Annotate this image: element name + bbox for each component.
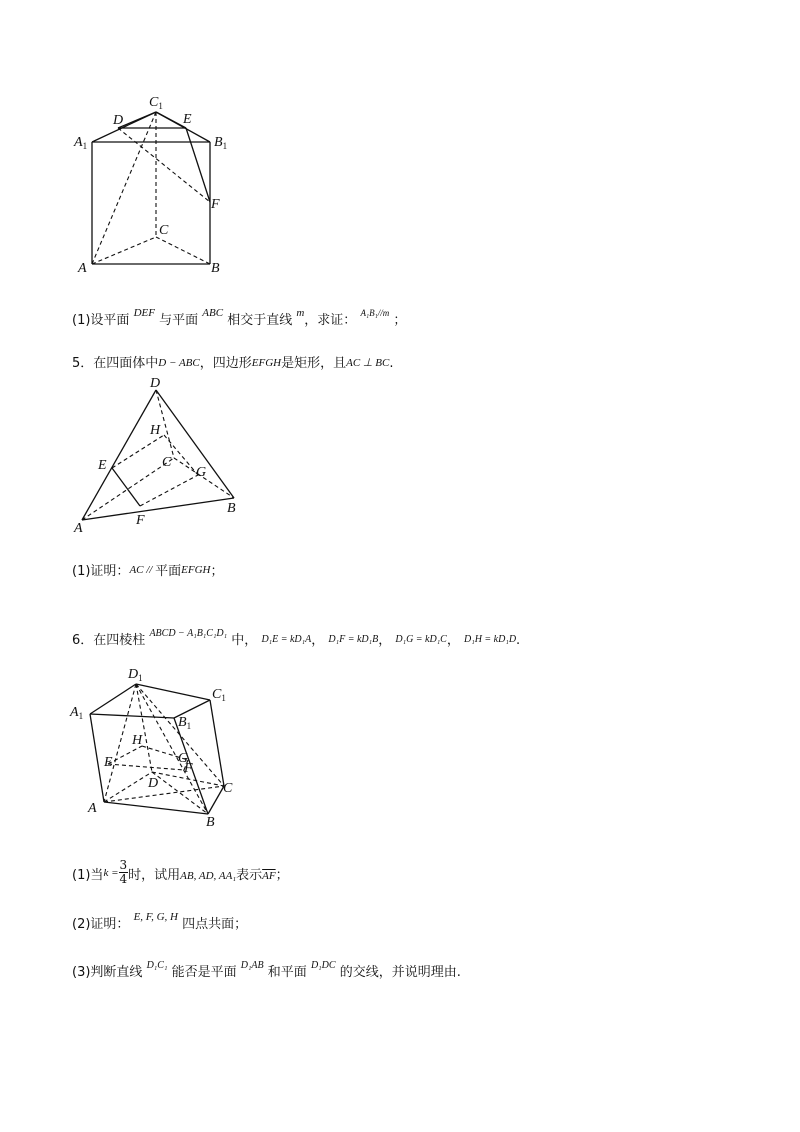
label-F: F xyxy=(211,197,220,212)
label-C1: $C_1$ xyxy=(149,95,163,111)
label-B: B xyxy=(211,261,220,276)
q4-part1: (1)设平面 $^{DEF}$ 与平面 $^{ABC}$ 相交于直线 $^m$，求证： $^{A_1B_1//m}$ ； xyxy=(72,307,407,328)
label-B1: $B_1$ xyxy=(178,715,192,731)
label-E: E xyxy=(98,458,107,473)
label-A: A xyxy=(78,261,87,276)
tetrahedron-figure xyxy=(72,372,252,536)
label-E: E xyxy=(104,755,113,770)
q6-part3: (3)判断直线 $^{D_1C_1}$ 能否是平面 $^{D_1AB}$ 和平面 $^{D_1DC}$ 的交线，并说明理由. xyxy=(72,960,461,980)
prism4-figure xyxy=(66,664,246,829)
label-B1: $B_1$ xyxy=(214,135,228,151)
label-H: H xyxy=(150,423,161,438)
label-C: C xyxy=(223,781,233,796)
label-D: D xyxy=(113,113,124,128)
label-A1: $A_1$ xyxy=(74,135,88,151)
label-F: F xyxy=(184,761,193,776)
fraction-3-4: $\frac{3}{4}$ xyxy=(119,858,128,886)
label-C: C xyxy=(159,223,169,238)
label-C1: $C_1$ xyxy=(212,687,226,703)
prism-figure xyxy=(70,92,230,277)
prism4-diagram xyxy=(66,664,246,829)
q6-part1: (1)当$^{k =}$ $\frac{3}{4}$ 时，试用AB, AD, AA₁表示$\overline{AF}$； xyxy=(72,858,289,886)
label-D: D xyxy=(148,776,159,791)
q5-stem: 5．在四面体中D − ABC，四边形EFGH是矩形，且AC ⊥ BC. xyxy=(72,356,394,371)
tetrahedron-diagram xyxy=(72,372,252,536)
label-D: D xyxy=(150,376,161,391)
q6-part2: (2)证明： $^{E, F, G, H}$ 四点共面； xyxy=(72,911,248,932)
label-A1: $A_1$ xyxy=(70,705,84,721)
label-C: C xyxy=(162,455,172,470)
label-F: F xyxy=(136,513,145,528)
label-B: B xyxy=(227,501,236,516)
label-A: A xyxy=(88,801,97,816)
label-B: B xyxy=(206,815,215,830)
prism-diagram xyxy=(70,92,230,277)
label-D1: $D_1$ xyxy=(128,667,143,683)
label-E: E xyxy=(183,112,192,127)
label-H: H xyxy=(132,733,143,748)
label-G: G xyxy=(178,751,189,766)
label-A: A xyxy=(74,521,83,536)
q6-stem: 6．在四棱柱 $^{ABCD - A_1B_1C_1D_1}$ 中， D₁E = kD₁A， D₁F = kD₁B， D₁G = kD₁C， D₁H = kD₁D. xyxy=(72,628,521,648)
q5-part1: (1)证明：AC // 平面EFGH； xyxy=(72,564,224,579)
label-G: G xyxy=(196,465,207,480)
